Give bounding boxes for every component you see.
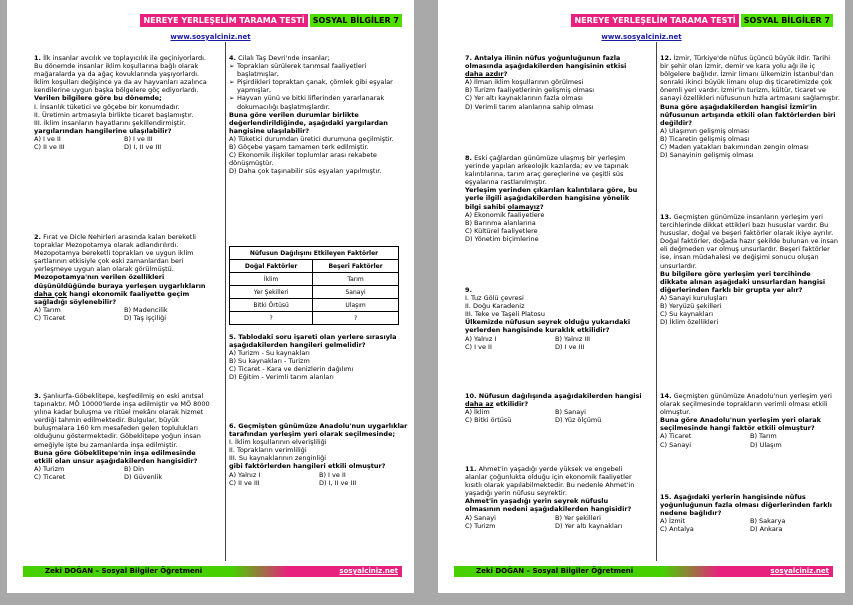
option-a[interactable]: A) Turizm <box>34 464 65 473</box>
footer-author: Zeki DOĞAN – Sosyal Bilgiler Öğretmeni <box>476 567 634 575</box>
question-text: Cilalı Taş Devri'nde insanlar; <box>238 54 330 62</box>
table-row <box>230 273 399 286</box>
question-text: İlk insanlar avcılık ve toplayıcılık ile geçiniyorlardı. Bu dönemde insanlar iklim koşullarına bağlı olarak mağaralarda ya da ağaç kovuklarında yaşıyorlardı. İklim koşulları değişince ya da av hayvanları azalınca kendilerine uygun başka bölgelere göç ediyorlardı. <box>34 54 207 95</box>
bullet-item: Hayvan yünü ve bitki liflerinden yararlanarak dokumacılığı başlatmışlardır. <box>237 94 385 111</box>
question-stem-start: Nüfusun dağılışında aşağıdakilerden hangisi <box>478 392 642 400</box>
option-d[interactable]: D) Yüz ölçümü <box>555 416 602 425</box>
question-stem-end: ? <box>503 70 508 79</box>
option-d[interactable]: D) Daha çok taşınabilir süs eşyaları yapılmıştır. <box>229 167 382 176</box>
statement-i: I. İklim koşullarının elverişliliği <box>229 438 327 447</box>
option-d[interactable]: D) İklim özellikleri <box>660 318 719 327</box>
table-cell: Ulaşım <box>313 299 399 312</box>
header-subject: SOSYAL BİLGİLER 7 <box>310 14 402 27</box>
question-number: 4. <box>229 54 236 62</box>
option-c[interactable]: C) Ticaret <box>34 472 66 481</box>
footer <box>454 566 833 577</box>
option-c[interactable]: C) Bitki örtüsü <box>465 416 512 425</box>
option-b[interactable]: B) Barınma alanlarına <box>465 218 536 227</box>
question-stem: Buna göre Göbeklitepe'nin inşa edilmesinde etkili olan unsur aşağıdakilerden hangisidir? <box>34 448 198 465</box>
footer-site-link[interactable]: sosyalciniz.net <box>770 567 829 575</box>
answer-options <box>465 211 645 243</box>
question-5 <box>229 333 409 382</box>
question-number: 12. <box>660 54 672 62</box>
question-stem-emphasis: daha çok <box>34 289 67 298</box>
option-b[interactable]: B) Sanayi <box>555 408 586 417</box>
option-d[interactable]: D) Verimli tarım alanlarına sahip olması <box>465 102 594 111</box>
question-prompt: Verilen bilgilere göre bu dönemde; <box>34 94 162 103</box>
question-stem: Aşağıdaki yerlerin hangisinde nüfus yoğunluğunun fazla olması diğerlerinden farklı nedene bağlıdır? <box>660 493 832 518</box>
option-c[interactable]: C) Ekonomik ilişkiler toplumlar arası rekabete dönüşmüştür. <box>229 151 377 168</box>
option-d[interactable]: D) Sanayinin gelişmiş olması <box>660 151 754 160</box>
footer-author: Zeki DOĞAN – Sosyal Bilgiler Öğretmeni <box>45 567 203 575</box>
option-c[interactable]: C) Antalya <box>660 525 694 534</box>
question-stem-end: hangi ekonomik faaliyette geçim sağladığı söylenebilir? <box>34 289 190 306</box>
question-11 <box>465 465 645 530</box>
question-number: 2. <box>34 233 41 241</box>
question-number: 9. <box>465 286 472 294</box>
option-b[interactable]: B) Su kaynakları - Turizm <box>229 357 310 366</box>
question-stem: Buna göre verilen durumlar birlikte değerlendirildiğinde, aşağıdaki yargılardan hangisine ulaşılabilir? <box>229 110 388 135</box>
question-stem-end: etkilidir? <box>495 400 529 409</box>
table-cell: Tarım <box>313 273 399 286</box>
option-c[interactable]: C) II ve III <box>229 478 260 487</box>
question-number: 3. <box>34 392 41 400</box>
question-8 <box>465 154 645 243</box>
option-a[interactable]: A) Sanayi kuruluşları <box>660 293 728 302</box>
column-divider <box>656 42 657 561</box>
question-text: Şanlıurfa-Göbeklitepe, keşfedilmiş en eski anıtsal tapınaktır. MÖ 10000'lerde inşa edilmiştir ve MÖ 8000 yılına kadar buluşma ve ritüel mekânı olarak hizmet verdiği tahmin edilmektedir. Bulgular, büyük buluşmalara 160 km mesafeden gelen toplulukları olduğunu göstermektedir. Göbeklitepe yoğun insan emeğiyle işte bu zamanlarda inşa edilmiştir. <box>34 392 210 449</box>
option-d[interactable]: D) Ulaşım <box>750 440 782 449</box>
answer-options <box>465 514 645 530</box>
option-c[interactable]: C) Ticaret - Kara ve denizlerin dağılımı <box>229 365 354 374</box>
question-2 <box>34 233 214 322</box>
statement-i: I. İnsanlık tüketici ve göçebe bir konumdadır. <box>34 102 180 111</box>
answer-options <box>465 78 645 110</box>
bullet-arrow-icon: ➢ <box>229 78 235 87</box>
option-d[interactable]: D) I ve III <box>555 342 585 351</box>
option-a[interactable]: A) Yalnız I <box>229 470 261 479</box>
option-a[interactable]: A) I ve II <box>34 134 61 143</box>
option-a[interactable]: A) İklim <box>465 408 490 417</box>
footer-site-link[interactable]: sosyalciniz.net <box>339 567 398 575</box>
answer-options <box>34 306 214 322</box>
question-stem: Buna göre aşağıdakilerden hangisi İzmir'in nüfusunun artışında etkili olan faktörlerden biri değildir? <box>660 102 836 127</box>
question-14 <box>660 392 840 449</box>
option-c[interactable]: C) II ve III <box>34 143 65 152</box>
header-subject: SOSYAL BİLGİLER 7 <box>741 14 833 27</box>
header <box>571 14 833 27</box>
option-b[interactable]: B) Turizm faaliyetlerinin gelişmiş olması <box>465 86 595 95</box>
option-c[interactable]: C) Turizm <box>465 521 496 530</box>
table-cell: ? <box>230 312 313 325</box>
site-url[interactable]: www.sosyalciniz.net <box>601 33 682 41</box>
option-b[interactable]: B) Madencilik <box>124 305 168 314</box>
table-cell: İklim <box>230 273 313 286</box>
bullet-item: Pişirdikleri topraktan çanak, çömlek gibi eşyalar yapmışlar, <box>237 78 393 95</box>
table-cell: Sanayi <box>313 286 399 299</box>
statement-iii: III. İklim insanların hayatlarını şekillendirmiştir. <box>34 118 186 127</box>
column-divider <box>225 42 226 561</box>
answer-options <box>229 349 409 381</box>
option-b[interactable]: B) I ve III <box>124 134 153 143</box>
answer-options <box>229 135 409 175</box>
answer-options <box>34 465 214 481</box>
answer-options <box>465 408 645 424</box>
table-row <box>230 286 399 299</box>
question-13 <box>660 213 840 326</box>
question-stem: Bu bilgilere göre yerleşim yeri tercihinde dikkate alınan aşağıdaki unsurlardan hangisi diğerlerinden farklı bir grupta yer alır? <box>660 269 826 294</box>
option-a[interactable]: A) Yalnız I <box>465 334 497 343</box>
question-4 <box>229 54 409 175</box>
option-c[interactable]: C) Ticaret <box>34 313 66 322</box>
question-12 <box>660 54 840 159</box>
statement-iii: III. Su kaynaklarının zenginliği <box>229 454 327 463</box>
question-stem: Ülkemizde nüfusun seyrek olduğu yukarıdaki yerlerden hangisinde kuraklık etkilidir? <box>465 318 631 335</box>
header-title: NEREYE YERLEŞELİM TARAMA TESTİ <box>140 14 307 27</box>
option-c[interactable]: C) Kültürel faaliyetlere <box>465 226 538 235</box>
option-b[interactable]: B) I ve II <box>319 470 346 479</box>
question-number: 1. <box>34 54 41 62</box>
question-15 <box>660 493 840 533</box>
question-stem-emphasis: daha azdır <box>465 70 504 79</box>
option-d[interactable]: D) I, II ve III <box>319 478 357 487</box>
page-left <box>7 0 414 593</box>
question-stem-start: Mezopotamya'nın verilen özellikleri düşünüldüğünde buraya yerleşen uygarlıkların <box>34 273 206 290</box>
question-number: 8. <box>465 154 472 162</box>
question-text: Geçmişten günümüze insanların yerleşim yeri tercihlerinde dikkat ettikleri bazı hususlar vardır. Bu hususlar, doğal ve beşeri faktörler olarak ikiye ayrılır. Doğal faktörler, doğada hazır şekilde bulunan ve insan eli değmeden var olmuş unsurlardır. Beşeri faktörler ise, insan müdahalesi ve değişimi sonucu oluşan unsurlardır. <box>660 213 838 270</box>
question-number: 7. <box>465 54 472 62</box>
statement-iii: III. Teke ve Taşeli Platosu <box>465 310 545 319</box>
option-b[interactable]: B) Tarım <box>750 432 777 441</box>
option-a[interactable]: A) İzmit <box>660 517 686 526</box>
page-right <box>438 0 845 593</box>
option-b[interactable]: B) Ticaretin gelişmiş olması <box>660 134 750 143</box>
table-row <box>230 299 399 312</box>
option-a[interactable]: A) Sanayi <box>465 513 496 522</box>
question-number: 5. <box>229 333 236 341</box>
table-header-natural: Doğal Faktörler <box>230 260 313 273</box>
option-d[interactable]: D) Eğitim - Verimli tarım alanları <box>229 373 334 382</box>
option-d[interactable]: D) Güvenlik <box>124 472 163 481</box>
option-c[interactable]: C) I ve II <box>465 342 492 351</box>
question-9 <box>465 286 645 351</box>
question-stem: Buna göre Anadolu'nun yerleşim yeri olarak seçilmesinde hangi faktör etkili olmuştur? <box>660 416 821 433</box>
statement-i: I. Tuz Gölü çevresi <box>465 294 524 303</box>
option-d[interactable]: D) Yer altı kaynakları <box>555 521 623 530</box>
bullet-arrow-icon: ➢ <box>229 62 235 71</box>
table-cell: ? <box>313 312 399 325</box>
option-b[interactable]: B) Yer şekilleri <box>555 513 601 522</box>
option-a[interactable]: A) Tarım <box>34 305 61 314</box>
question-7 <box>465 54 645 111</box>
header <box>140 14 402 27</box>
factors-table <box>229 246 399 325</box>
question-text: Ahmet'in yaşadığı yerde yüksek ve engebeli alanlar çoğunlukta olduğu için ekonomik faaliyetler kısıtlı olarak yapılabilmektedir. Bu nedenle Ahmet'in yaşadığı yerin nüfusu seyrektir. <box>465 465 635 498</box>
question-number: 10. <box>465 392 477 400</box>
option-d[interactable]: D) Yönetim biçimlerine <box>465 234 539 243</box>
question-stem-start: Antalya ilinin nüfus yoğunluğunun fazla olmasında aşağıdakilerden hangisinin etkisi <box>465 54 627 71</box>
question-number: 13. <box>660 213 672 221</box>
option-c[interactable]: C) Su kaynakları <box>660 310 714 319</box>
answer-options <box>660 294 840 326</box>
option-d[interactable]: D) Ankara <box>750 525 783 534</box>
option-b[interactable]: B) Göçebe yaşam tamamen terk edilmiştir. <box>229 143 369 152</box>
option-c[interactable]: C) Sanayi <box>660 440 692 449</box>
statement-ii: II. Üretimin artmasıyla birlikte ticaret başlamıştır. <box>34 110 194 119</box>
question-text: Fırat ve Dicle Nehirleri arasında kalan bereketli topraklar Mezopotamya olarak adlandırılırdı. Mezopotamya bereketli toprakları ve uygun iklim şartlarının etkisiyle çok eski zamanlardan beri yerleşmeye uygun alan olarak görülmüştü. <box>34 233 196 274</box>
question-6 <box>229 422 409 487</box>
question-stem: Tablodaki soru işareti olan yerlere sırasıyla aşağıdakilerden hangileri gelmelidir? <box>229 333 397 350</box>
answer-options <box>660 432 840 448</box>
question-stem: Geçmişten günümüze Anadolu'nun uygarlıklar tarafından yerleşim yeri olarak seçilmesinde; <box>229 422 408 439</box>
option-a[interactable]: A) Ekonomik faaliyetlere <box>465 210 545 219</box>
table-header-human: Beşeri Faktörler <box>313 260 399 273</box>
question-number: 11. <box>465 465 477 473</box>
question-text: İzmir, Türkiye'de nüfus üçüncü büyük ildir. Tarihi bir şehir olan İzmir, demir ve kara yolu ağı ile iç bölgelere bağlıdır. İzmir limanı ülkemizin İstanbul'dan sonraki ikinci büyük limanı olup dış ticaretimizde çok önemli yeri vardır. İzmir'in turizm, kültür, ticaret ve sanayi özellikleri nüfusunun hızla artmasını sağlamıştır. <box>660 54 840 103</box>
option-a[interactable]: A) İlman iklim koşullarının görülmesi <box>465 78 584 87</box>
table-row <box>230 312 399 325</box>
table-cell: Yer Şekilleri <box>230 286 313 299</box>
option-b[interactable]: B) Sakarya <box>750 517 786 526</box>
question-3 <box>34 392 214 481</box>
option-c[interactable]: C) Maden yatakları bakımından zengin olması <box>660 143 809 152</box>
table-title: Nüfusun Dağılışını Etkileyen Faktörler <box>230 247 399 260</box>
question-stem-end: ? <box>539 202 544 211</box>
question-10 <box>465 392 645 424</box>
question-stem-2: gibi faktörlerden hangileri etkili olmuştur? <box>229 462 386 471</box>
question-text: Geçmişten günümüze Anadolu'nun yerleşim yeri olarak seçilmesinde toprakların verimli olması etkili olmuştur. <box>660 392 832 417</box>
option-a[interactable]: A) Ticaret <box>660 432 692 441</box>
answer-options <box>465 335 645 351</box>
answer-options <box>34 135 214 151</box>
question-number: 14. <box>660 392 672 400</box>
option-b[interactable]: B) Yalnız III <box>555 334 591 343</box>
question-1 <box>34 54 214 151</box>
question-stem: Ahmet'in yaşadığı yerin seyrek nüfuslu olmasının nedeni aşağıdakilerden hangisidir? <box>465 497 632 514</box>
option-a[interactable]: A) Tüketici durumdan üretici durumuna geçilmiştir. <box>229 134 394 143</box>
question-stem-emphasis: olamayız <box>507 202 540 211</box>
option-b[interactable]: B) Din <box>124 464 144 473</box>
option-d[interactable]: D) Taş işçiliği <box>124 313 167 322</box>
option-d[interactable]: D) I, II ve III <box>124 143 162 152</box>
question-stem: yargılarından hangilerine ulaşılabilir? <box>34 126 172 135</box>
bullet-arrow-icon: ➢ <box>229 94 235 103</box>
footer <box>23 566 402 577</box>
site-url[interactable]: www.sosyalciniz.net <box>170 33 251 41</box>
option-b[interactable]: B) Yeryüzü şekilleri <box>660 302 722 311</box>
bullet-item: Toprakları sürülerek tarımsal faaliyetleri başlatmışlar, <box>237 62 367 79</box>
question-text: Eski çağlardan günümüze ulaşmış bir yerleşim yerinde yapılan arkeolojik kazılarda; ev ve tapınak kalıntılarına, tarım araç gereçlerine ve çeşitli süs eşyalarına rastlanılmıştır. <box>465 154 629 187</box>
answer-options <box>660 127 840 159</box>
option-a[interactable]: A) Turizm - Su kaynakları <box>229 349 310 358</box>
question-stem-emphasis: daha az <box>465 400 494 409</box>
statement-ii: II. Doğu Karadeniz <box>465 302 525 311</box>
option-c[interactable]: C) Yer altı kaynaklarının fazla olması <box>465 94 583 103</box>
answer-options <box>660 517 840 533</box>
answer-options <box>229 471 409 487</box>
header-title: NEREYE YERLEŞELİM TARAMA TESTİ <box>571 14 738 27</box>
statement-ii: II. Toprakların verimliliği <box>229 446 307 455</box>
option-a[interactable]: A) Ulaşımın gelişmiş olması <box>660 126 750 135</box>
table-cell: Bitki Örtüsü <box>230 299 313 312</box>
question-stem-start: Yerleşim yerinden çıkarılan kalıntılara göre, bu yerle ilgili aşağıdakilerden hangisine yönelik bilgi sahibi <box>465 186 638 211</box>
question-number: 15. <box>660 493 672 501</box>
question-number: 6. <box>229 422 236 430</box>
